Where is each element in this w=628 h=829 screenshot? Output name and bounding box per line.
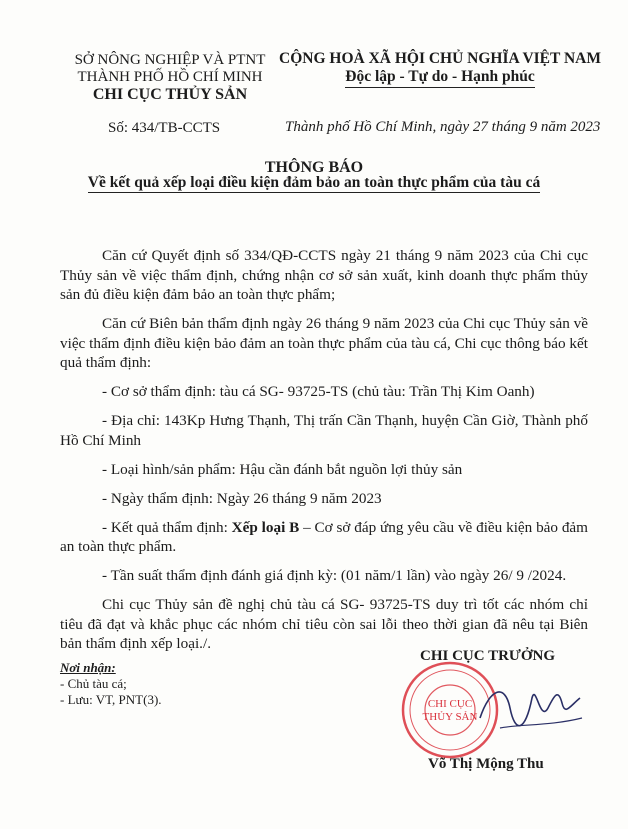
facility-item: - Cơ sở thẩm định: tàu cá SG- 93725-TS (chủ tàu: Trần Thị Kim Oanh): [102, 383, 535, 400]
document-subtitle: [0, 174, 628, 193]
signer-name: Võ Thị Mộng Thu: [428, 756, 544, 772]
agency-name: CHI CỤC THỦY SẢN: [92, 86, 248, 103]
national-motto: [270, 50, 610, 88]
handwritten-signature: [470, 668, 590, 748]
recipient-item: - Lưu: VT, PNT(3).: [60, 692, 162, 707]
inspection-date-item: - Ngày thẩm định: Ngày 26 tháng 9 năm 2023: [102, 489, 382, 507]
place-and-date: Thành phố Hồ Chí Minh, ngày 27 tháng 9 năm 2023: [285, 119, 601, 135]
seal-text-2: THỦY SẢN: [422, 711, 478, 723]
agency-city: THÀNH PHỐ HỒ CHÍ MINH: [77, 69, 263, 85]
recipients: [60, 660, 162, 708]
address-item: - Địa chỉ: 143Kp Hưng Thạnh, Thị trấn Cần Thạnh, huyện Cần Giờ, Thành phố Hồ Chí Minh: [60, 412, 588, 449]
document-number: Số: 434/TB-CCTS: [108, 120, 221, 136]
agency-parent: SỞ NÔNG NGHIỆP VÀ PTNT: [74, 52, 266, 68]
recipients-title: Nơi nhận:: [60, 660, 116, 675]
country-name: CỘNG HOÀ XÃ HỘI CHỦ NGHĨA VIỆT NAM: [279, 50, 601, 67]
result-prefix: - Kết quả thẩm định:: [102, 518, 232, 536]
product-type-item: - Loại hình/sản phẩm: Hậu cần đánh bắt nguồn lợi thủy sản: [102, 460, 463, 478]
seal-text-1: CHI CỤC: [427, 698, 473, 710]
subtitle-text: Về kết quả xếp loại điều kiện đảm bảo an toàn thực phẩm của tàu cá: [87, 174, 541, 191]
document-body: [60, 246, 588, 663]
closing-paragraph: Chi cục Thủy sản đề nghị chủ tàu cá SG- 93725-TS duy trì tốt các nhóm chỉ tiêu đã đạt và khắc phục các nhóm chỉ tiêu còn sai lỗi theo thời gian đã nêu tại Biên bản thẩm định xếp loại./.: [60, 596, 588, 652]
basis-paragraph-2: Căn cứ Biên bản thẩm định ngày 26 tháng 9 năm 2023 của Chi cục Thủy sản về việc thẩm định điều kiện bảo đảm an toàn thực phẩm của tàu cá, Chi cục thông báo kết quả thẩm định:: [60, 315, 588, 371]
recipient-item: - Chủ tàu cá;: [60, 676, 127, 691]
frequency-item: - Tần suất thẩm định đánh giá định kỳ: (01 năm/1 lần) vào ngày 26/ 9 /2024.: [102, 567, 567, 584]
motto: Độc lập - Tự do - Hạnh phúc: [345, 68, 534, 88]
basis-paragraph-1: Căn cứ Quyết định số 334/QĐ-CCTS ngày 21 tháng 9 năm 2023 của Chi cục Thủy sản về việc thẩm định, chứng nhận cơ sở sản xuất, kinh doanh thực phẩm thủy sản đủ điều kiện đảm bảo an toàn thực phẩm;: [60, 247, 588, 303]
result-grade: Xếp loại B: [231, 518, 300, 536]
issuing-agency: [40, 52, 300, 103]
result-item: [60, 518, 588, 557]
document-title: THÔNG BÁO: [264, 159, 364, 176]
signer-title: CHI CỤC TRƯỞNG: [420, 648, 556, 664]
result-rest: – Cơ sở đáp ứng yêu cầu về điều kiện bảo đảm an toàn thực phẩm.: [60, 518, 588, 555]
